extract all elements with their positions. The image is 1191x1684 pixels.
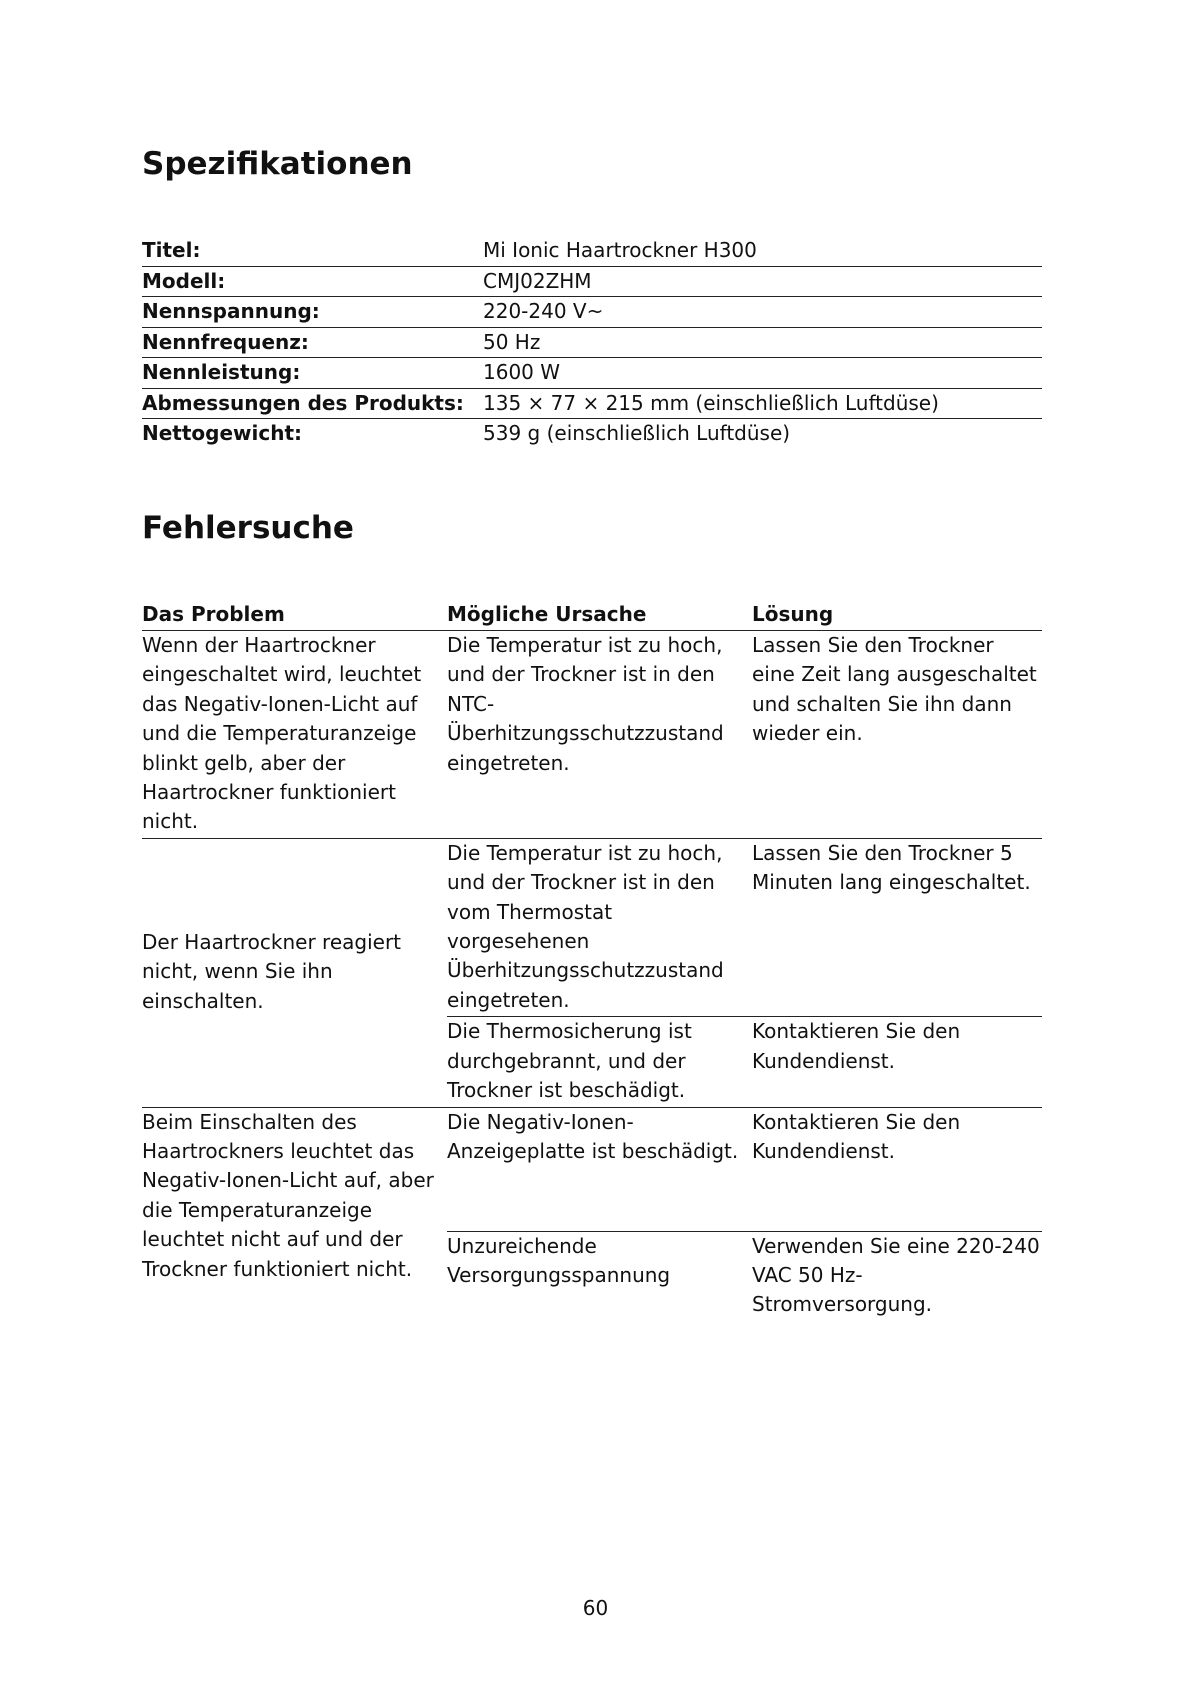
cause-cell: Die Temperatur ist zu hoch, und der Trockner ist in den vom Thermostat vorgesehenen Überhitzungsschutzzustand eingetreten. [447, 838, 752, 1016]
spec-label: Nennfrequenz: [142, 329, 309, 354]
spec-value: 50 Hz [483, 329, 541, 354]
table-row [142, 1107, 1042, 1231]
spec-value: 220-240 V~ [483, 299, 604, 323]
spec-row [142, 358, 1042, 389]
problem-cell: Wenn der Haartrockner eingeschaltet wird, leuchtet das Negativ-Ionen-Licht auf und die Temperaturanzeige blinkt gelb, aber der Haartrockner funktioniert nicht. [142, 633, 422, 834]
spec-table [142, 236, 1042, 449]
spec-label: Modell: [142, 268, 226, 293]
spec-section-title: Spezifikationen [142, 146, 413, 182]
spec-row [142, 297, 1042, 328]
spec-row [142, 388, 1042, 419]
spec-label: Nennspannung: [142, 299, 320, 323]
table-row [142, 838, 1042, 1016]
cause-cell: Die Thermosicherung ist durchgebrannt, und der Trockner ist beschädigt. [447, 1017, 752, 1107]
solution-cell: Lassen Sie den Trockner eine Zeit lang ausgeschaltet und schalten Sie ihn dann wieder ein. [752, 633, 1037, 746]
spec-value: 135 × 77 × 215 mm (einschließlich Luftdüse) [483, 390, 939, 415]
troubleshooting-section-title: Fehlersuche [142, 510, 354, 546]
spec-value: 1600 W [483, 360, 561, 384]
spec-row [142, 419, 1042, 449]
spec-label: Nennleistung: [142, 360, 301, 384]
spec-row [142, 327, 1042, 358]
spec-label: Abmessungen des Produkts: [142, 390, 464, 415]
header-problem: Das Problem [142, 600, 447, 631]
spec-label: Nettogewicht: [142, 421, 303, 445]
solution-cell: Kontaktieren Sie den Kundendienst. [752, 1017, 1042, 1107]
solution-cell: Verwenden Sie eine 220-240 VAC 50 Hz-Stromversorgung. [752, 1231, 1042, 1321]
table-header-row [142, 600, 1042, 631]
problem-cell: Beim Einschalten des Haartrockners leuchtet das Negativ-Ionen-Licht auf, aber die Temperaturanzeige leuchtet nicht auf und der Trockner funktioniert nicht. [142, 1107, 447, 1321]
cause-cell: Unzureichende Versorgungsspannung [447, 1231, 752, 1321]
header-solution: Lösung [752, 600, 1042, 631]
header-cause: Mögliche Ursache [447, 600, 752, 631]
spec-row [142, 266, 1042, 297]
troubleshooting-table [142, 600, 1042, 1321]
table-row [142, 631, 1042, 839]
spec-row [142, 236, 1042, 266]
spec-label: Titel: [142, 238, 201, 262]
spec-value: Mi Ionic Haartrockner H300 [483, 238, 757, 262]
spec-value: 539 g (einschließlich Luftdüse) [483, 421, 791, 445]
solution-cell: Lassen Sie den Trockner 5 Minuten lang eingeschaltet. [752, 838, 1042, 1016]
solution-cell: Kontaktieren Sie den Kundendienst. [752, 1107, 1042, 1231]
cause-cell: Die Temperatur ist zu hoch, und der Trockner ist in den NTC-Überhitzungsschutzzustand eingetreten. [447, 633, 724, 775]
spec-value: CMJ02ZHM [483, 268, 592, 293]
problem-cell: Der Haartrockner reagiert nicht, wenn Sie ihn einschalten. [142, 838, 447, 1107]
page-number: 60 [582, 1596, 609, 1620]
cause-cell: Die Negativ-Ionen-Anzeigeplatte ist beschädigt. [447, 1107, 752, 1231]
